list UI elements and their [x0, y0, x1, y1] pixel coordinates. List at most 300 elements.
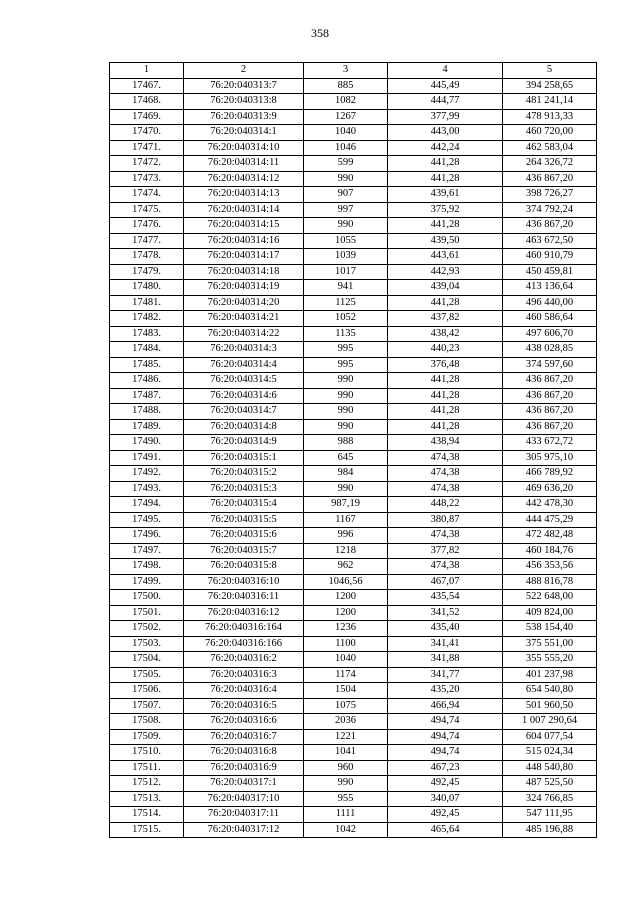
area-cell: 996: [304, 528, 388, 544]
cadastral-value-cell: 496 440,00: [503, 295, 597, 311]
cadastral-value-cell: 485 196,88: [503, 822, 597, 838]
row-number-cell: 17473.: [110, 171, 184, 187]
row-number-cell: 17481.: [110, 295, 184, 311]
area-cell: 987,19: [304, 497, 388, 513]
row-number-cell: 17476.: [110, 218, 184, 234]
area-cell: 1200: [304, 605, 388, 621]
cadastral-number-cell: 76:20:040313:9: [184, 109, 304, 125]
row-number-cell: 17472.: [110, 156, 184, 172]
row-number-cell: 17503.: [110, 636, 184, 652]
table-row: [110, 528, 597, 544]
row-number-cell: 17485.: [110, 357, 184, 373]
cadastral-value-cell: 515 024,34: [503, 745, 597, 761]
specific-value-cell: 435,20: [388, 683, 503, 699]
cadastral-value-cell: 472 482,48: [503, 528, 597, 544]
cadastral-number-cell: 76:20:040317:10: [184, 791, 304, 807]
cadastral-number-cell: 76:20:040314:14: [184, 202, 304, 218]
row-number-cell: 17469.: [110, 109, 184, 125]
page-number: 358: [311, 26, 329, 40]
cadastral-number-cell: 76:20:040314:20: [184, 295, 304, 311]
area-cell: 941: [304, 280, 388, 296]
cadastral-value-cell: 538 154,40: [503, 621, 597, 637]
cadastral-value-cell: 436 867,20: [503, 218, 597, 234]
specific-value-cell: 441,28: [388, 373, 503, 389]
specific-value-cell: 444,77: [388, 94, 503, 110]
table-row: [110, 481, 597, 497]
row-number-cell: 17506.: [110, 683, 184, 699]
column-header-4: 4: [388, 63, 503, 79]
cadastral-number-cell: 76:20:040314:4: [184, 357, 304, 373]
table-row: [110, 125, 597, 141]
cadastral-value-table: [109, 62, 597, 838]
cadastral-number-cell: 76:20:040313:8: [184, 94, 304, 110]
cadastral-number-cell: 76:20:040317:11: [184, 807, 304, 823]
specific-value-cell: 440,23: [388, 342, 503, 358]
cadastral-number-cell: 76:20:040316:12: [184, 605, 304, 621]
specific-value-cell: 441,28: [388, 419, 503, 435]
table-row: [110, 791, 597, 807]
cadastral-number-cell: 76:20:040315:5: [184, 512, 304, 528]
cadastral-value-cell: 488 816,78: [503, 574, 597, 590]
cadastral-number-cell: 76:20:040315:6: [184, 528, 304, 544]
area-cell: 990: [304, 218, 388, 234]
cadastral-number-cell: 76:20:040316:10: [184, 574, 304, 590]
specific-value-cell: 474,38: [388, 481, 503, 497]
specific-value-cell: 438,42: [388, 326, 503, 342]
specific-value-cell: 441,28: [388, 171, 503, 187]
area-cell: 990: [304, 373, 388, 389]
row-number-cell: 17486.: [110, 373, 184, 389]
row-number-cell: 17498.: [110, 559, 184, 575]
specific-value-cell: 443,00: [388, 125, 503, 141]
area-cell: 1135: [304, 326, 388, 342]
row-number-cell: 17501.: [110, 605, 184, 621]
table-row: [110, 326, 597, 342]
cadastral-number-cell: 76:20:040316:8: [184, 745, 304, 761]
cadastral-value-cell: 413 136,64: [503, 280, 597, 296]
row-number-cell: 17478.: [110, 249, 184, 265]
cadastral-number-cell: 76:20:040316:7: [184, 729, 304, 745]
row-number-cell: 17514.: [110, 807, 184, 823]
cadastral-number-cell: 76:20:040316:5: [184, 698, 304, 714]
specific-value-cell: 341,88: [388, 652, 503, 668]
table-row: [110, 156, 597, 172]
table-row: [110, 140, 597, 156]
row-number-cell: 17510.: [110, 745, 184, 761]
table-row: [110, 621, 597, 637]
specific-value-cell: 341,52: [388, 605, 503, 621]
cadastral-value-cell: 436 867,20: [503, 404, 597, 420]
cadastral-value-cell: 448 540,80: [503, 760, 597, 776]
table-row: [110, 311, 597, 327]
cadastral-value-cell: 324 766,85: [503, 791, 597, 807]
specific-value-cell: 441,28: [388, 295, 503, 311]
specific-value-cell: 494,74: [388, 729, 503, 745]
cadastral-value-cell: 398 726,27: [503, 187, 597, 203]
specific-value-cell: 377,82: [388, 543, 503, 559]
area-cell: 599: [304, 156, 388, 172]
cadastral-value-cell: 374 597,60: [503, 357, 597, 373]
table-row: [110, 233, 597, 249]
header-row: [110, 63, 597, 79]
cadastral-value-cell: 433 672,72: [503, 435, 597, 451]
area-cell: 1174: [304, 667, 388, 683]
cadastral-value-cell: 460 720,00: [503, 125, 597, 141]
specific-value-cell: 435,40: [388, 621, 503, 637]
table-row: [110, 807, 597, 823]
specific-value-cell: 442,24: [388, 140, 503, 156]
area-cell: 990: [304, 419, 388, 435]
specific-value-cell: 445,49: [388, 78, 503, 94]
area-cell: 1055: [304, 233, 388, 249]
area-cell: 997: [304, 202, 388, 218]
area-cell: 1042: [304, 822, 388, 838]
table-row: [110, 202, 597, 218]
cadastral-number-cell: 76:20:040314:10: [184, 140, 304, 156]
table-row: [110, 559, 597, 575]
table-row: [110, 714, 597, 730]
table-row: [110, 404, 597, 420]
table-row: [110, 450, 597, 466]
table-row: [110, 683, 597, 699]
specific-value-cell: 376,48: [388, 357, 503, 373]
table-row: [110, 280, 597, 296]
area-cell: 1100: [304, 636, 388, 652]
specific-value-cell: 442,93: [388, 264, 503, 280]
cadastral-number-cell: 76:20:040316:6: [184, 714, 304, 730]
specific-value-cell: 439,50: [388, 233, 503, 249]
cadastral-value-cell: 374 792,24: [503, 202, 597, 218]
cadastral-number-cell: 76:20:040314:15: [184, 218, 304, 234]
cadastral-value-cell: 442 478,30: [503, 497, 597, 513]
specific-value-cell: 474,38: [388, 450, 503, 466]
cadastral-number-cell: 76:20:040315:7: [184, 543, 304, 559]
table-row: [110, 466, 597, 482]
specific-value-cell: 441,28: [388, 156, 503, 172]
area-cell: 885: [304, 78, 388, 94]
row-number-cell: 17470.: [110, 125, 184, 141]
cadastral-number-cell: 76:20:040314:18: [184, 264, 304, 280]
cadastral-number-cell: 76:20:040315:8: [184, 559, 304, 575]
row-number-cell: 17482.: [110, 311, 184, 327]
cadastral-value-cell: 481 241,14: [503, 94, 597, 110]
table-row: [110, 652, 597, 668]
row-number-cell: 17507.: [110, 698, 184, 714]
cadastral-number-cell: 76:20:040316:2: [184, 652, 304, 668]
table-row: [110, 78, 597, 94]
specific-value-cell: 438,94: [388, 435, 503, 451]
cadastral-number-cell: 76:20:040314:11: [184, 156, 304, 172]
specific-value-cell: 465,64: [388, 822, 503, 838]
table-row: [110, 373, 597, 389]
cadastral-value-cell: 394 258,65: [503, 78, 597, 94]
area-cell: 1040: [304, 652, 388, 668]
cadastral-value-cell: 460 184,76: [503, 543, 597, 559]
cadastral-value-cell: 436 867,20: [503, 171, 597, 187]
area-cell: 1167: [304, 512, 388, 528]
specific-value-cell: 439,04: [388, 280, 503, 296]
row-number-cell: 17497.: [110, 543, 184, 559]
row-number-cell: 17487.: [110, 388, 184, 404]
area-cell: 1221: [304, 729, 388, 745]
table-row: [110, 590, 597, 606]
specific-value-cell: 494,74: [388, 714, 503, 730]
table-row: [110, 760, 597, 776]
table-row: [110, 388, 597, 404]
cadastral-number-cell: 76:20:040314:9: [184, 435, 304, 451]
area-cell: 1039: [304, 249, 388, 265]
area-cell: 1504: [304, 683, 388, 699]
cadastral-number-cell: 76:20:040314:21: [184, 311, 304, 327]
cadastral-number-cell: 76:20:040317:1: [184, 776, 304, 792]
row-number-cell: 17494.: [110, 497, 184, 513]
area-cell: 955: [304, 791, 388, 807]
table-row: [110, 497, 597, 513]
cadastral-value-cell: 355 555,20: [503, 652, 597, 668]
area-cell: 990: [304, 404, 388, 420]
table-row: [110, 512, 597, 528]
cadastral-number-cell: 76:20:040314:6: [184, 388, 304, 404]
specific-value-cell: 492,45: [388, 807, 503, 823]
specific-value-cell: 467,23: [388, 760, 503, 776]
table-row: [110, 698, 597, 714]
cadastral-number-cell: 76:20:040314:1: [184, 125, 304, 141]
cadastral-number-cell: 76:20:040316:4: [184, 683, 304, 699]
row-number-cell: 17495.: [110, 512, 184, 528]
table-row: [110, 342, 597, 358]
row-number-cell: 17490.: [110, 435, 184, 451]
column-header-2: 2: [184, 63, 304, 79]
specific-value-cell: 443,61: [388, 249, 503, 265]
area-cell: 1082: [304, 94, 388, 110]
table-row: [110, 94, 597, 110]
row-number-cell: 17502.: [110, 621, 184, 637]
row-number-cell: 17484.: [110, 342, 184, 358]
cadastral-number-cell: 76:20:040314:8: [184, 419, 304, 435]
area-cell: 1075: [304, 698, 388, 714]
area-cell: 1040: [304, 125, 388, 141]
row-number-cell: 17511.: [110, 760, 184, 776]
specific-value-cell: 474,38: [388, 559, 503, 575]
cadastral-value-cell: 305 975,10: [503, 450, 597, 466]
cadastral-value-cell: 497 606,70: [503, 326, 597, 342]
cadastral-value-cell: 450 459,81: [503, 264, 597, 280]
specific-value-cell: 341,77: [388, 667, 503, 683]
table-row: [110, 419, 597, 435]
cadastral-value-cell: 401 237,98: [503, 667, 597, 683]
row-number-cell: 17471.: [110, 140, 184, 156]
row-number-cell: 17499.: [110, 574, 184, 590]
cadastral-value-cell: 1 007 290,64: [503, 714, 597, 730]
table-row: [110, 605, 597, 621]
table-row: [110, 776, 597, 792]
table-header: [110, 63, 597, 79]
table-row: [110, 729, 597, 745]
cadastral-number-cell: 76:20:040313:7: [184, 78, 304, 94]
specific-value-cell: 494,74: [388, 745, 503, 761]
specific-value-cell: 380,87: [388, 512, 503, 528]
row-number-cell: 17515.: [110, 822, 184, 838]
area-cell: 2036: [304, 714, 388, 730]
area-cell: 1017: [304, 264, 388, 280]
cadastral-number-cell: 76:20:040315:2: [184, 466, 304, 482]
cadastral-value-cell: 444 475,29: [503, 512, 597, 528]
specific-value-cell: 474,38: [388, 528, 503, 544]
cadastral-number-cell: 76:20:040314:17: [184, 249, 304, 265]
row-number-cell: 17496.: [110, 528, 184, 544]
specific-value-cell: 448,22: [388, 497, 503, 513]
area-cell: 1046: [304, 140, 388, 156]
table-row: [110, 264, 597, 280]
area-cell: 1200: [304, 590, 388, 606]
row-number-cell: 17492.: [110, 466, 184, 482]
specific-value-cell: 441,28: [388, 404, 503, 420]
table-row: [110, 187, 597, 203]
cadastral-number-cell: 76:20:040316:166: [184, 636, 304, 652]
cadastral-value-cell: 436 867,20: [503, 373, 597, 389]
row-number-cell: 17479.: [110, 264, 184, 280]
cadastral-number-cell: 76:20:040316:164: [184, 621, 304, 637]
area-cell: 995: [304, 357, 388, 373]
cadastral-value-cell: 487 525,50: [503, 776, 597, 792]
cadastral-value-cell: 501 960,50: [503, 698, 597, 714]
specific-value-cell: 466,94: [388, 698, 503, 714]
cadastral-value-cell: 409 824,00: [503, 605, 597, 621]
column-header-1: 1: [110, 63, 184, 79]
row-number-cell: 17488.: [110, 404, 184, 420]
cadastral-number-cell: 76:20:040314:3: [184, 342, 304, 358]
table-row: [110, 357, 597, 373]
row-number-cell: 17512.: [110, 776, 184, 792]
cadastral-value-cell: 436 867,20: [503, 419, 597, 435]
table-row: [110, 667, 597, 683]
cadastral-number-cell: 76:20:040317:12: [184, 822, 304, 838]
table-row: [110, 636, 597, 652]
row-number-cell: 17477.: [110, 233, 184, 249]
cadastral-number-cell: 76:20:040314:5: [184, 373, 304, 389]
area-cell: 1236: [304, 621, 388, 637]
cadastral-value-cell: 463 672,50: [503, 233, 597, 249]
specific-value-cell: 340,07: [388, 791, 503, 807]
cadastral-number-cell: 76:20:040314:13: [184, 187, 304, 203]
table-body: [110, 78, 597, 838]
cadastral-number-cell: 76:20:040316:9: [184, 760, 304, 776]
specific-value-cell: 375,92: [388, 202, 503, 218]
row-number-cell: 17480.: [110, 280, 184, 296]
cadastral-value-cell: 460 910,79: [503, 249, 597, 265]
specific-value-cell: 435,54: [388, 590, 503, 606]
cadastral-number-cell: 76:20:040315:3: [184, 481, 304, 497]
area-cell: 907: [304, 187, 388, 203]
specific-value-cell: 439,61: [388, 187, 503, 203]
cadastral-value-cell: 478 913,33: [503, 109, 597, 125]
cadastral-number-cell: 76:20:040314:22: [184, 326, 304, 342]
table-row: [110, 109, 597, 125]
area-cell: 960: [304, 760, 388, 776]
cadastral-value-cell: 460 586,64: [503, 311, 597, 327]
specific-value-cell: 441,28: [388, 218, 503, 234]
row-number-cell: 17474.: [110, 187, 184, 203]
table-row: [110, 543, 597, 559]
cadastral-value-cell: 547 111,95: [503, 807, 597, 823]
cadastral-value-cell: 438 028,85: [503, 342, 597, 358]
cadastral-value-cell: 375 551,00: [503, 636, 597, 652]
cadastral-value-cell: 264 326,72: [503, 156, 597, 172]
cadastral-value-cell: 604 077,54: [503, 729, 597, 745]
specific-value-cell: 437,82: [388, 311, 503, 327]
table-row: [110, 218, 597, 234]
area-cell: 990: [304, 776, 388, 792]
row-number-cell: 17505.: [110, 667, 184, 683]
cadastral-number-cell: 76:20:040314:7: [184, 404, 304, 420]
table-row: [110, 822, 597, 838]
specific-value-cell: 377,99: [388, 109, 503, 125]
area-cell: 1218: [304, 543, 388, 559]
cadastral-value-cell: 456 353,56: [503, 559, 597, 575]
area-cell: 1052: [304, 311, 388, 327]
table-row: [110, 745, 597, 761]
specific-value-cell: 341,41: [388, 636, 503, 652]
area-cell: 988: [304, 435, 388, 451]
column-header-3: 3: [304, 63, 388, 79]
specific-value-cell: 441,28: [388, 388, 503, 404]
cadastral-number-cell: 76:20:040316:11: [184, 590, 304, 606]
cadastral-number-cell: 76:20:040315:4: [184, 497, 304, 513]
table-row: [110, 295, 597, 311]
cadastral-value-cell: 469 636,20: [503, 481, 597, 497]
table-row: [110, 435, 597, 451]
row-number-cell: 17509.: [110, 729, 184, 745]
cadastral-number-cell: 76:20:040315:1: [184, 450, 304, 466]
row-number-cell: 17491.: [110, 450, 184, 466]
specific-value-cell: 467,07: [388, 574, 503, 590]
area-cell: 645: [304, 450, 388, 466]
row-number-cell: 17493.: [110, 481, 184, 497]
table-row: [110, 171, 597, 187]
row-number-cell: 17475.: [110, 202, 184, 218]
row-number-cell: 17500.: [110, 590, 184, 606]
cadastral-number-cell: 76:20:040316:3: [184, 667, 304, 683]
cadastral-value-cell: 436 867,20: [503, 388, 597, 404]
area-cell: 990: [304, 388, 388, 404]
row-number-cell: 17508.: [110, 714, 184, 730]
specific-value-cell: 492,45: [388, 776, 503, 792]
area-cell: 1125: [304, 295, 388, 311]
area-cell: 984: [304, 466, 388, 482]
area-cell: 1111: [304, 807, 388, 823]
cadastral-number-cell: 76:20:040314:16: [184, 233, 304, 249]
specific-value-cell: 474,38: [388, 466, 503, 482]
column-header-5: 5: [503, 63, 597, 79]
area-cell: 1046,56: [304, 574, 388, 590]
cadastral-number-cell: 76:20:040314:19: [184, 280, 304, 296]
row-number-cell: 17504.: [110, 652, 184, 668]
cadastral-value-cell: 466 789,92: [503, 466, 597, 482]
area-cell: 1041: [304, 745, 388, 761]
row-number-cell: 17483.: [110, 326, 184, 342]
area-cell: 990: [304, 481, 388, 497]
row-number-cell: 17513.: [110, 791, 184, 807]
cadastral-value-cell: 654 540,80: [503, 683, 597, 699]
row-number-cell: 17489.: [110, 419, 184, 435]
cadastral-value-cell: 522 648,00: [503, 590, 597, 606]
row-number-cell: 17468.: [110, 94, 184, 110]
area-cell: 995: [304, 342, 388, 358]
cadastral-number-cell: 76:20:040314:12: [184, 171, 304, 187]
area-cell: 962: [304, 559, 388, 575]
cadastral-value-cell: 462 583,04: [503, 140, 597, 156]
area-cell: 1267: [304, 109, 388, 125]
